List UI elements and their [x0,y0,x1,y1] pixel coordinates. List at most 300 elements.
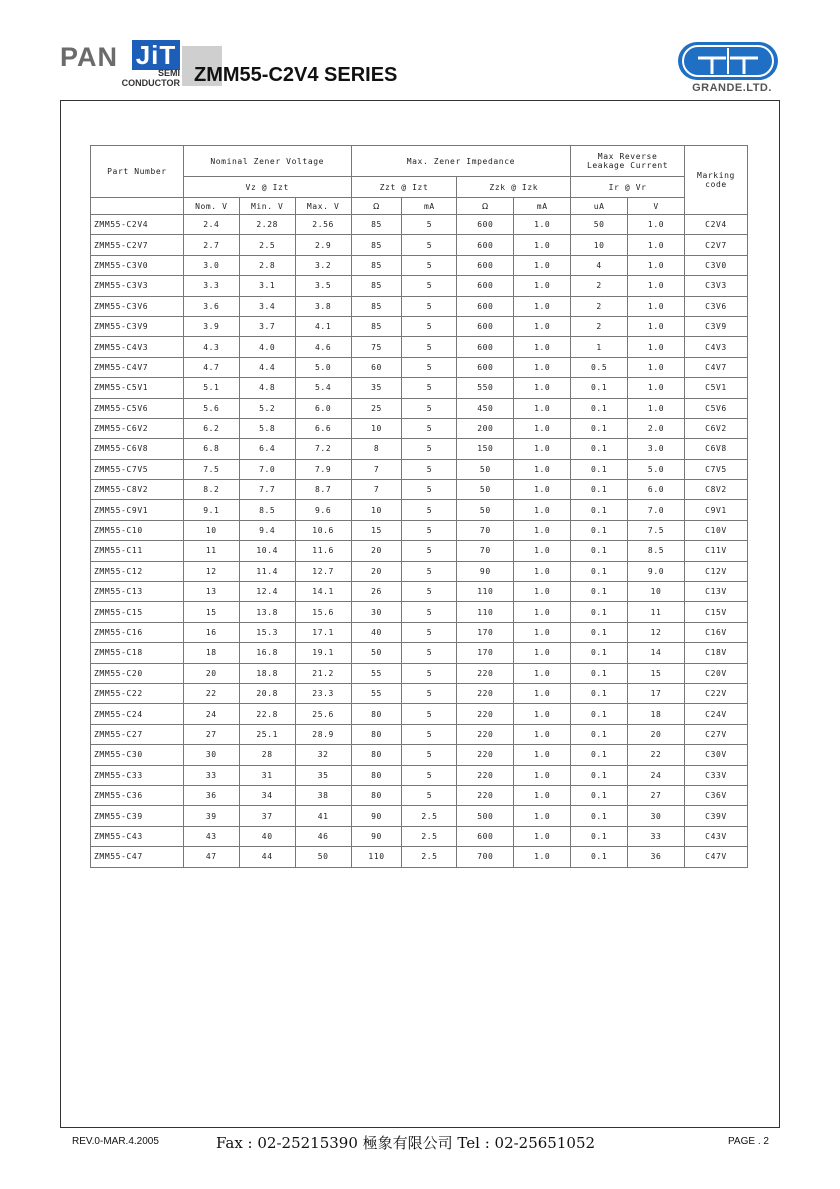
table-cell: 1.0 [514,235,571,255]
table-cell: 5 [402,704,457,724]
table-row [91,704,748,724]
table-cell: 1 [571,337,628,357]
table-cell: 2.4 [183,215,239,235]
table-cell: 0.1 [571,724,628,744]
table-cell: 6.0 [628,480,685,500]
table-cell: 4.7 [183,357,239,377]
unit-ohm-zzt: Ω [351,198,402,215]
table-cell: 0.1 [571,806,628,826]
table-cell: 500 [457,806,514,826]
table-cell: C7V5 [684,459,747,479]
unit-max-v: Max. V [295,198,351,215]
table-cell: 0.1 [571,561,628,581]
table-cell: 60 [351,357,402,377]
table-cell: 5.8 [239,418,295,438]
table-cell: 3.3 [183,276,239,296]
table-cell: 5 [402,561,457,581]
table-cell: 11 [628,602,685,622]
table-cell: 4.6 [295,337,351,357]
table-cell: C33V [684,765,747,785]
table-cell: 5 [402,215,457,235]
table-cell: 1.0 [514,439,571,459]
table-cell: C12V [684,561,747,581]
table-cell: 34 [239,785,295,805]
table-cell: 14 [628,643,685,663]
table-cell: 6.8 [183,439,239,459]
table-cell: 1.0 [628,378,685,398]
table-cell: 5 [402,622,457,642]
part-number-cell: ZMM55-C13 [91,582,184,602]
table-cell: 27 [628,785,685,805]
table-cell: 13.8 [239,602,295,622]
table-cell: 0.1 [571,398,628,418]
table-cell: 36 [183,785,239,805]
table-cell: 5 [402,378,457,398]
part-number-cell: ZMM55-C3V9 [91,316,184,336]
table-cell: 70 [457,520,514,540]
table-cell: C11V [684,541,747,561]
table-cell: 1.0 [514,296,571,316]
part-number-cell: ZMM55-C15 [91,602,184,622]
table-cell: 2.8 [239,255,295,275]
table-cell: 5 [402,276,457,296]
table-cell: 80 [351,785,402,805]
part-number-cell: ZMM55-C7V5 [91,459,184,479]
table-cell: 17 [628,683,685,703]
table-cell: 1.0 [514,663,571,683]
table-cell: 5 [402,418,457,438]
table-cell: 10 [183,520,239,540]
table-cell: 1.0 [514,622,571,642]
col-nominal-zener-voltage: Nominal Zener Voltage [183,146,351,177]
table-cell: 5.2 [239,398,295,418]
part-number-cell: ZMM55-C43 [91,826,184,846]
table-cell: 40 [351,622,402,642]
table-cell: 550 [457,378,514,398]
table-cell: C9V1 [684,500,747,520]
table-cell: 85 [351,296,402,316]
table-cell: 1.0 [514,765,571,785]
table-cell: 3.0 [628,439,685,459]
table-cell: 7 [351,459,402,479]
table-row [91,622,748,642]
table-cell: 5 [402,724,457,744]
table-cell: 450 [457,398,514,418]
table-row [91,337,748,357]
table-cell: 6.0 [295,398,351,418]
table-cell: 220 [457,683,514,703]
table-cell: 220 [457,785,514,805]
table-cell: 1.0 [628,357,685,377]
table-cell: 1.0 [514,785,571,805]
marking-header-line2: code [705,180,727,189]
table-cell: 20 [183,663,239,683]
table-cell: 5 [402,520,457,540]
table-cell: 50 [351,643,402,663]
table-cell: 3.8 [295,296,351,316]
table-cell: 28.9 [295,724,351,744]
table-cell: 2 [571,316,628,336]
table-cell: 5 [402,602,457,622]
table-cell: 33 [183,765,239,785]
table-cell: 15 [351,520,402,540]
table-cell: 3.2 [295,255,351,275]
table-cell: 10.6 [295,520,351,540]
table-cell: 1.0 [514,215,571,235]
table-cell: 7.2 [295,439,351,459]
table-cell: 18.8 [239,663,295,683]
part-number-cell: ZMM55-C20 [91,663,184,683]
table-units-row [91,198,748,215]
table-row [91,398,748,418]
table-cell: 15 [183,602,239,622]
table-cell: 3.5 [295,276,351,296]
table-cell: 3.6 [183,296,239,316]
table-cell: 18 [183,643,239,663]
col-zzt-at-izt: Zzt @ Izt [351,177,457,198]
table-cell: 16.8 [239,643,295,663]
table-cell: C13V [684,582,747,602]
table-cell: 80 [351,765,402,785]
table-row [91,255,748,275]
table-row [91,847,748,867]
table-cell: 10 [628,582,685,602]
table-cell: C47V [684,847,747,867]
panjit-logo-semi: SEMI [157,68,180,78]
table-cell: 5 [402,683,457,703]
part-number-cell: ZMM55-C2V4 [91,215,184,235]
table-cell: 90 [351,806,402,826]
table-cell: 46 [295,826,351,846]
table-cell: 3.7 [239,316,295,336]
table-cell: 7.9 [295,459,351,479]
panjit-logo-jit: JiT [132,40,180,70]
table-cell: 18 [628,704,685,724]
table-cell: 12 [183,561,239,581]
table-cell: 7.5 [628,520,685,540]
table-cell: 28 [239,745,295,765]
table-row [91,582,748,602]
table-cell: 1.0 [514,337,571,357]
part-number-cell: ZMM55-C4V3 [91,337,184,357]
part-number-cell: ZMM55-C5V1 [91,378,184,398]
table-cell: C6V2 [684,418,747,438]
unit-blank [91,198,184,215]
table-cell: 8.2 [183,480,239,500]
table-cell: 17.1 [295,622,351,642]
table-cell: C43V [684,826,747,846]
table-cell: 8.5 [628,541,685,561]
table-cell: 50 [457,459,514,479]
table-cell: 6.6 [295,418,351,438]
table-cell: 5 [402,480,457,500]
part-number-cell: ZMM55-C27 [91,724,184,744]
table-cell: 220 [457,704,514,724]
table-cell: 8.7 [295,480,351,500]
table-row [91,480,748,500]
table-cell: 600 [457,235,514,255]
table-cell: 2.0 [628,418,685,438]
table-cell: C3V9 [684,316,747,336]
table-cell: 70 [457,541,514,561]
table-cell: 170 [457,643,514,663]
table-cell: 600 [457,215,514,235]
table-cell: 85 [351,215,402,235]
part-number-cell: ZMM55-C24 [91,704,184,724]
table-row [91,378,748,398]
table-cell: 3.0 [183,255,239,275]
table-row [91,602,748,622]
table-cell: 11.6 [295,541,351,561]
table-cell: C16V [684,622,747,642]
table-cell: 1.0 [514,541,571,561]
table-cell: 27 [183,724,239,744]
table-cell: 11.4 [239,561,295,581]
table-cell: 1.0 [628,337,685,357]
table-cell: 4 [571,255,628,275]
table-cell: 50 [457,500,514,520]
revision-label: REV.0-MAR.4.2005 [72,1136,159,1147]
table-row [91,785,748,805]
table-cell: 3.9 [183,316,239,336]
table-cell: 7.0 [628,500,685,520]
table-cell: 600 [457,316,514,336]
col-vz-at-izt: Vz @ Izt [183,177,351,198]
table-cell: 30 [628,806,685,826]
table-cell: 1.0 [514,357,571,377]
part-number-cell: ZMM55-C6V2 [91,418,184,438]
table-cell: 33 [628,826,685,846]
table-cell: 9.0 [628,561,685,581]
table-cell: C3V3 [684,276,747,296]
table-cell: 5.6 [183,398,239,418]
unit-ua: uA [571,198,628,215]
table-cell: 22.8 [239,704,295,724]
table-cell: 12.7 [295,561,351,581]
table-cell: 8 [351,439,402,459]
table-cell: C27V [684,724,747,744]
part-number-cell: ZMM55-C12 [91,561,184,581]
table-cell: 3.1 [239,276,295,296]
table-cell: C10V [684,520,747,540]
table-cell: 0.1 [571,582,628,602]
table-cell: 25.1 [239,724,295,744]
panjit-logo-pan: PAN [60,42,119,72]
table-cell: 5.0 [628,459,685,479]
table-cell: 700 [457,847,514,867]
table-cell: 80 [351,724,402,744]
table-cell: 200 [457,418,514,438]
panjit-logo-subtitle [120,68,180,88]
table-cell: 21.2 [295,663,351,683]
table-cell: 85 [351,276,402,296]
table-cell: 15.3 [239,622,295,642]
table-cell: 110 [457,602,514,622]
table-cell: 600 [457,255,514,275]
table-cell: C6V8 [684,439,747,459]
part-number-cell: ZMM55-C3V3 [91,276,184,296]
spec-table [90,145,748,868]
table-cell: 24 [183,704,239,724]
table-cell: C30V [684,745,747,765]
table-cell: 20.8 [239,683,295,703]
table-cell: 0.1 [571,459,628,479]
col-ir-at-vr: Ir @ Vr [571,177,685,198]
table-cell: 0.1 [571,378,628,398]
table-cell: C15V [684,602,747,622]
table-cell: 1.0 [514,316,571,336]
table-cell: 50 [457,480,514,500]
table-cell: 85 [351,235,402,255]
table-cell: 50 [571,215,628,235]
table-cell: 90 [351,826,402,846]
table-cell: 1.0 [514,480,571,500]
table-row [91,643,748,663]
table-cell: 20 [351,561,402,581]
table-cell: 7.7 [239,480,295,500]
table-cell: C39V [684,806,747,826]
leakage-header-line1: Max Reverse [597,152,658,161]
part-number-cell: ZMM55-C2V7 [91,235,184,255]
unit-nom-v: Nom. V [183,198,239,215]
table-cell: 1.0 [514,724,571,744]
table-row [91,418,748,438]
table-row [91,541,748,561]
table-cell: C8V2 [684,480,747,500]
table-cell: 43 [183,826,239,846]
leakage-header-line2: Leakage Current [586,161,669,170]
table-cell: 5 [402,357,457,377]
unit-v: V [628,198,685,215]
part-number-cell: ZMM55-C47 [91,847,184,867]
table-cell: 5 [402,296,457,316]
table-cell: 75 [351,337,402,357]
part-number-cell: ZMM55-C36 [91,785,184,805]
part-number-cell: ZMM55-C11 [91,541,184,561]
table-cell: 1.0 [628,255,685,275]
table-cell: 600 [457,276,514,296]
table-cell: 5 [402,643,457,663]
table-cell: C3V0 [684,255,747,275]
table-cell: 1.0 [628,215,685,235]
part-number-cell: ZMM55-C4V7 [91,357,184,377]
table-row [91,459,748,479]
table-cell: 5.4 [295,378,351,398]
table-row [91,806,748,826]
table-cell: 31 [239,765,295,785]
table-cell: 3.4 [239,296,295,316]
table-cell: 2 [571,276,628,296]
table-cell: 15 [628,663,685,683]
table-cell: 7 [351,480,402,500]
table-cell: 2 [571,296,628,316]
table-cell: 0.1 [571,643,628,663]
table-cell: 0.1 [571,418,628,438]
table-cell: 1.0 [628,398,685,418]
table-row [91,357,748,377]
table-cell: 5.1 [183,378,239,398]
table-cell: C36V [684,785,747,805]
table-cell: C24V [684,704,747,724]
table-cell: 39 [183,806,239,826]
table-cell: 5 [402,582,457,602]
table-cell: 15.6 [295,602,351,622]
table-cell: 1.0 [514,520,571,540]
table-cell: 0.1 [571,704,628,724]
table-cell: 2.5 [402,847,457,867]
table-cell: 7.5 [183,459,239,479]
table-row [91,500,748,520]
table-cell: 24 [628,765,685,785]
table-row [91,765,748,785]
table-cell: 0.1 [571,826,628,846]
table-cell: 4.0 [239,337,295,357]
table-cell: 80 [351,704,402,724]
table-cell: 37 [239,806,295,826]
table-cell: 1.0 [628,276,685,296]
table-header-row [91,146,748,177]
table-cell: 85 [351,316,402,336]
table-row [91,724,748,744]
col-zzk-at-izk: Zzk @ Izk [457,177,571,198]
table-cell: 14.1 [295,582,351,602]
table-cell: C4V7 [684,357,747,377]
grande-logo-text: GRANDE.LTD. [692,82,772,94]
table-cell: 0.1 [571,663,628,683]
table-row [91,826,748,846]
part-number-cell: ZMM55-C8V2 [91,480,184,500]
page-header [0,0,840,100]
page-number: PAGE . 2 [728,1136,769,1147]
table-cell: 1.0 [514,745,571,765]
table-cell: 150 [457,439,514,459]
table-cell: 2.28 [239,215,295,235]
table-cell: 600 [457,296,514,316]
table-cell: C5V6 [684,398,747,418]
table-cell: 9.4 [239,520,295,540]
table-row [91,561,748,581]
table-cell: 0.1 [571,541,628,561]
table-cell: 19.1 [295,643,351,663]
part-number-cell: ZMM55-C3V0 [91,255,184,275]
table-row [91,316,748,336]
table-cell: 1.0 [628,316,685,336]
unit-min-v: Min. V [239,198,295,215]
table-cell: 8.5 [239,500,295,520]
table-cell: 1.0 [514,602,571,622]
table-cell: 2.7 [183,235,239,255]
table-cell: 0.1 [571,480,628,500]
marking-header-line1: Marking [697,171,735,180]
table-cell: 4.1 [295,316,351,336]
table-cell: 41 [295,806,351,826]
table-row [91,683,748,703]
table-cell: 5 [402,439,457,459]
table-cell: 55 [351,663,402,683]
table-cell: 0.1 [571,622,628,642]
table-cell: 600 [457,826,514,846]
table-body [91,215,748,868]
part-number-cell: ZMM55-C18 [91,643,184,663]
table-cell: 1.0 [514,378,571,398]
table-cell: 0.1 [571,785,628,805]
table-cell: 2.5 [402,806,457,826]
table-cell: 5 [402,459,457,479]
table-cell: 5 [402,255,457,275]
table-cell: 5 [402,398,457,418]
table-row [91,215,748,235]
table-cell: 85 [351,255,402,275]
